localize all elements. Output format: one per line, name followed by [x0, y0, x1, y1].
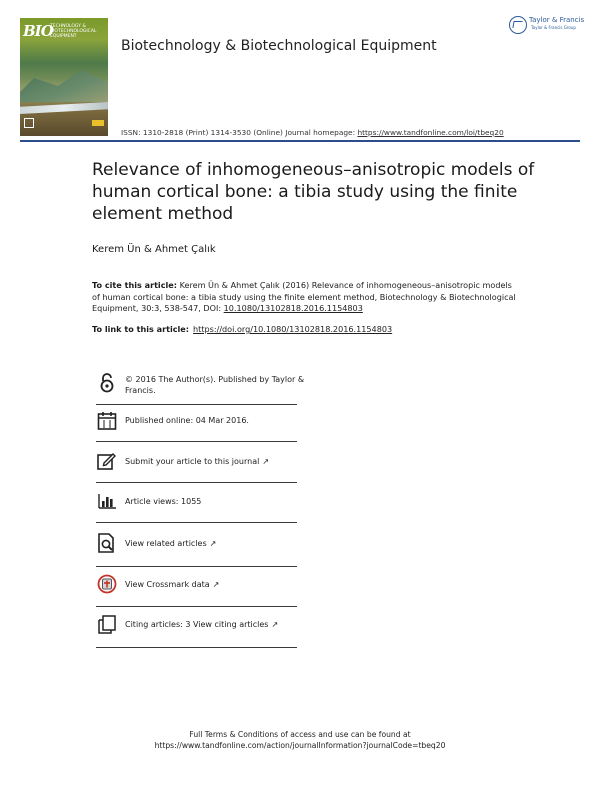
article-authors: Kerem Ün & Ahmet Çalık: [92, 244, 216, 255]
cover-logo: BIO: [23, 22, 53, 40]
calendar-icon: [96, 410, 118, 432]
publisher-logo[interactable]: [509, 16, 585, 36]
doi-link[interactable]: 10.1080/13102818.2016.1154803: [223, 303, 363, 313]
article-views-text: Article views: 1055: [125, 497, 202, 506]
info-divider: [96, 566, 297, 567]
info-divider: [96, 441, 297, 442]
journal-cover-image: [20, 18, 108, 136]
publisher-logo-icon: [509, 16, 527, 34]
publisher-name: Taylor & Francis: [529, 16, 585, 24]
info-divider: [96, 404, 297, 405]
submit-article-link[interactable]: Submit your article to this journal ↗: [125, 457, 270, 466]
footer-terms-link[interactable]: https://www.tandfonline.com/action/journalInformation?journalCode=tbeq20: [154, 741, 446, 750]
article-doi-url-link[interactable]: https://doi.org/10.1080/13102818.2016.1154803: [193, 324, 393, 334]
open-access-icon: [96, 372, 118, 394]
citing-articles-icon: [96, 613, 118, 635]
external-link-icon: ↗: [262, 457, 270, 466]
related-search-icon: [96, 532, 118, 554]
footer-terms-text: Full Terms & Conditions of access and use can be found at: [189, 730, 411, 739]
article-link-line: [92, 324, 392, 334]
publisher-tagline: Taylor & Francis Group: [531, 25, 576, 30]
external-link-icon: ↗: [271, 620, 279, 629]
info-divider: [96, 482, 297, 483]
cover-logo-subtitle: TECHNOLOGY & BIOTECHNOLOGICAL EQUIPMENT: [50, 24, 97, 39]
cover-mark-icon: [24, 118, 34, 128]
edit-icon: [96, 450, 118, 472]
cover-water: [20, 102, 108, 114]
issn-text: ISSN: 1310-2818 (Print) 1314-3530 (Online) Journal homepage:: [121, 128, 358, 137]
license-text-line2: Francis.: [125, 385, 156, 395]
info-divider: [96, 522, 297, 523]
bar-chart-icon: [96, 490, 118, 512]
footer: [0, 729, 600, 751]
external-link-icon: ↗: [212, 580, 220, 589]
citation-block: [92, 280, 522, 315]
published-online-text: Published online: 04 Mar 2016.: [125, 416, 249, 425]
cite-label: To cite this article:: [92, 280, 178, 290]
journal-homepage-link[interactable]: https://www.tandfonline.com/loi/tbeq20: [357, 128, 504, 137]
crossmark-link[interactable]: View Crossmark data ↗: [125, 580, 220, 589]
info-divider: [96, 606, 297, 607]
cover-tag: [92, 120, 104, 126]
journal-title: Biotechnology & Biotechnological Equipment: [121, 38, 437, 54]
citing-articles-link[interactable]: Citing articles: 3 View citing articles ↗: [125, 620, 279, 629]
article-title: Relevance of inhomogeneous–anisotropic models of human cortical bone: a tibia study using the finite element method: [92, 160, 535, 224]
info-divider: [96, 647, 297, 648]
issn-line: [121, 128, 504, 137]
crossmark-icon: [96, 573, 118, 595]
license-text-line1: © 2016 The Author(s). Published by Taylor &: [125, 375, 305, 384]
link-label: To link to this article:: [92, 324, 190, 334]
header-divider: [20, 140, 580, 142]
related-articles-link[interactable]: View related articles ↗: [125, 539, 217, 548]
cover-landscape: [20, 62, 108, 102]
external-link-icon: ↗: [209, 539, 217, 548]
cite-text: Kerem Ün & Ahmet Çalık (2016) Relevance of inhomogeneous–anisotropic models of human cortical bone: a tibia study using the finite element method, Biotechnology & Biotechnological Equipment, 30:3, 538-547, DOI:: [92, 280, 516, 313]
